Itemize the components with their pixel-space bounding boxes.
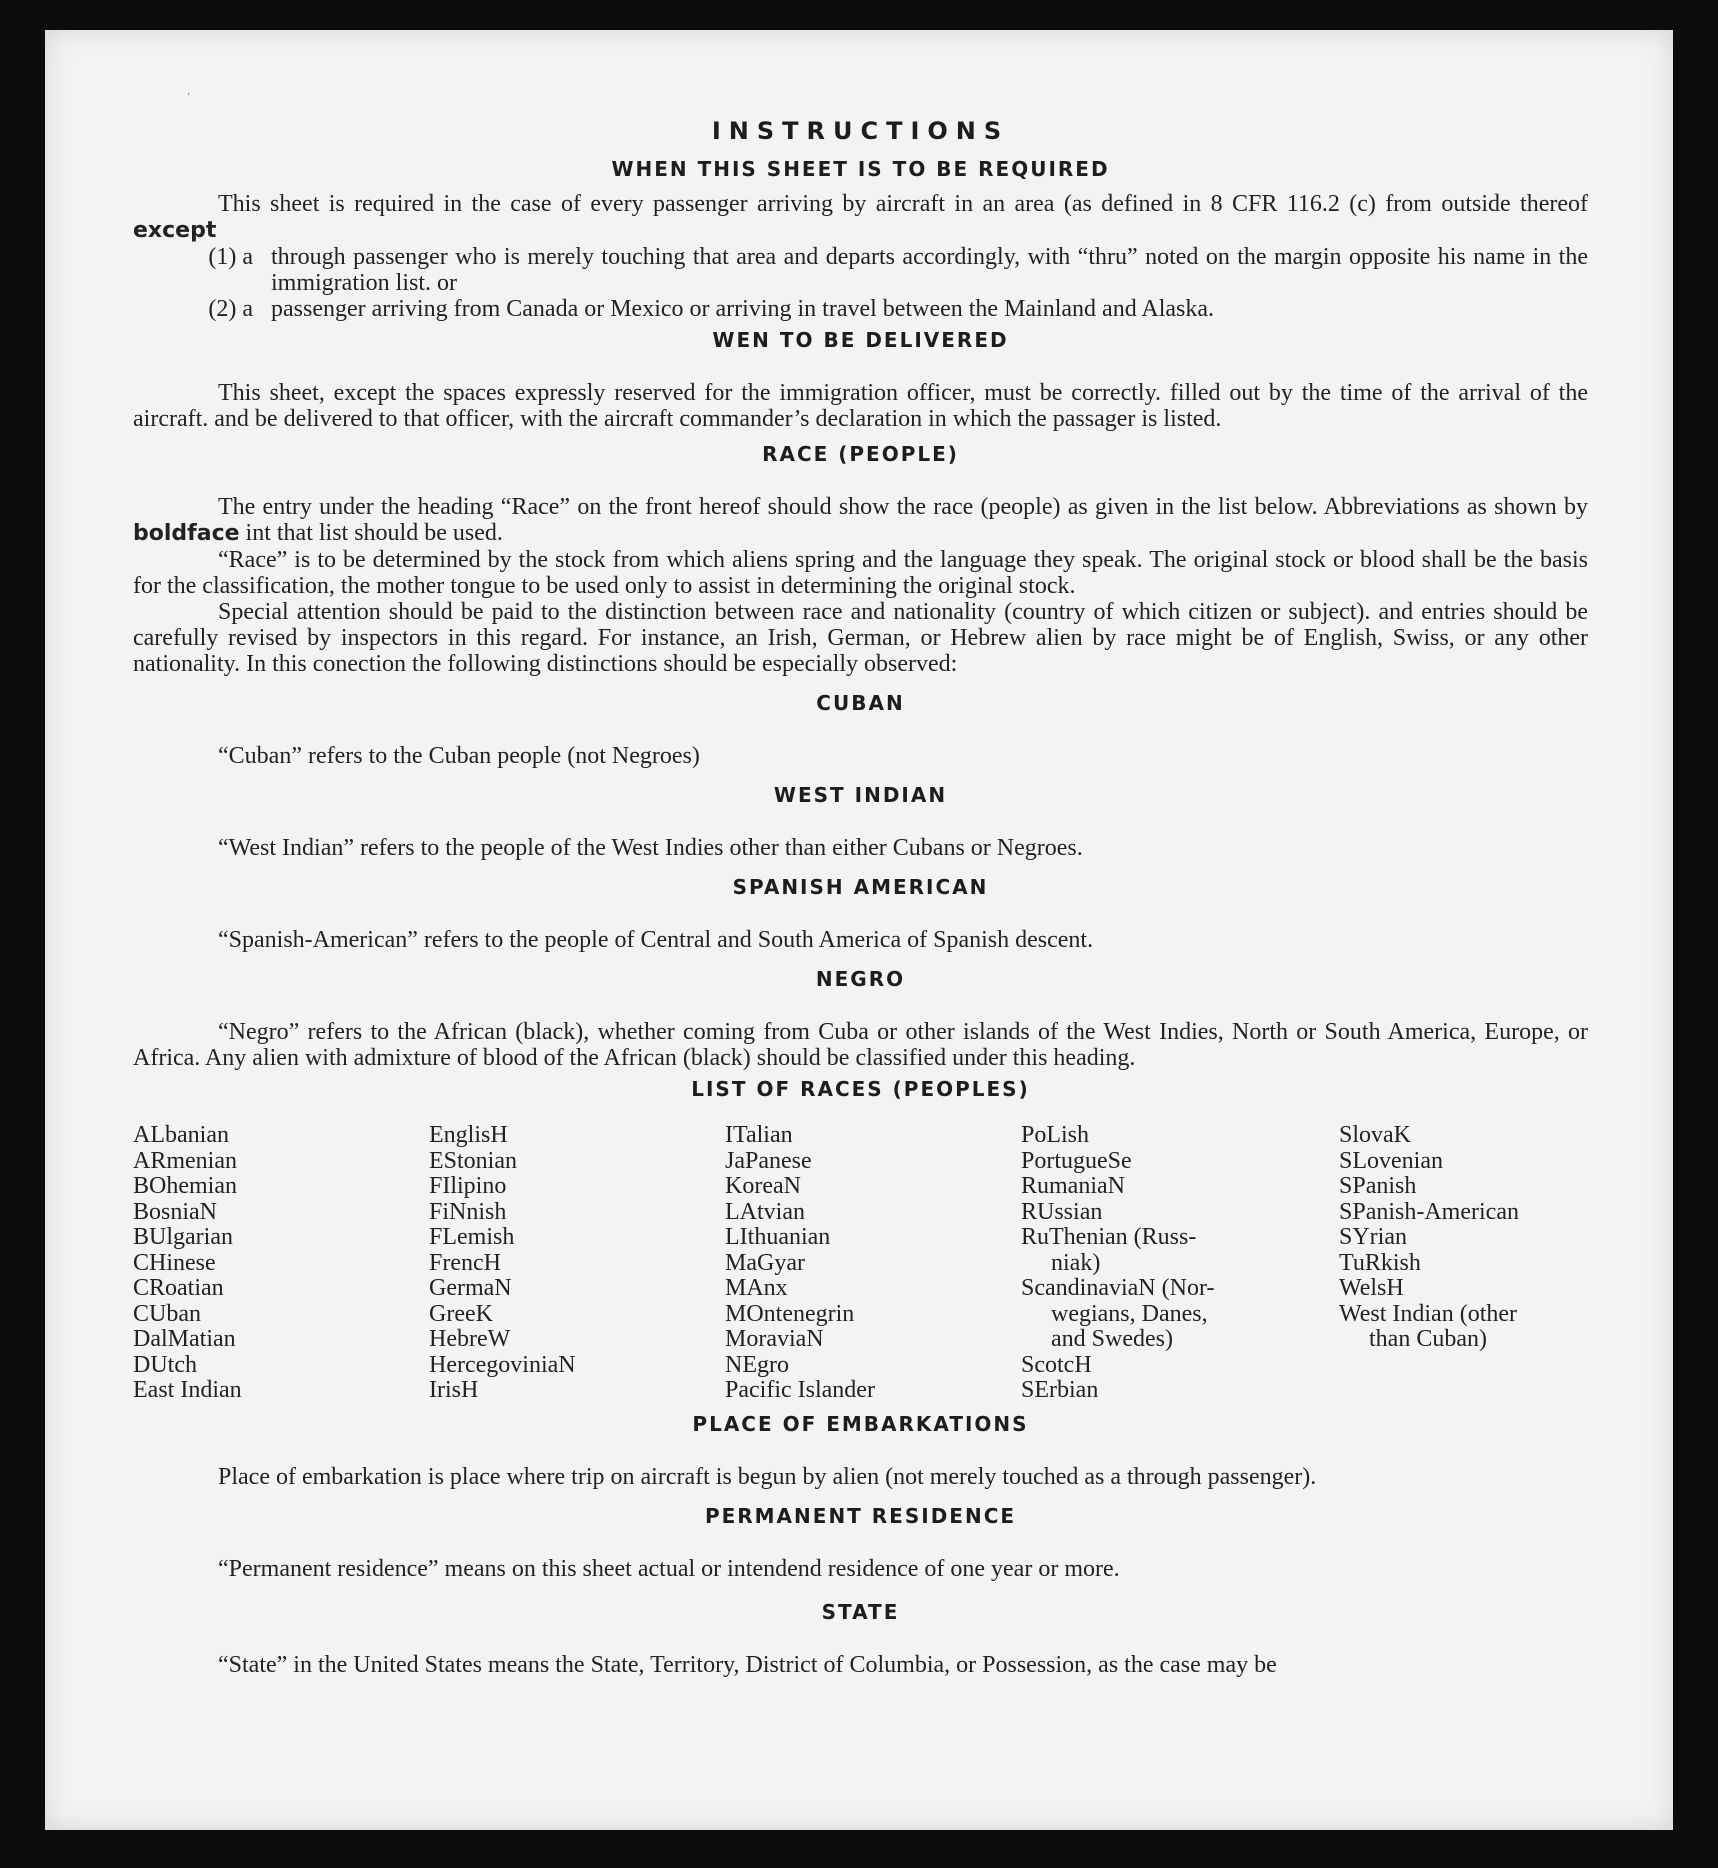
list-item: BosniaN — [133, 1198, 217, 1225]
list-item-continued: wegians, Danes, — [1051, 1300, 1208, 1327]
exception-number-2: (2) a — [208, 296, 253, 322]
document-content — [133, 85, 1588, 1678]
list-item: HebreW — [429, 1326, 511, 1352]
list-item: BUlgarian — [133, 1224, 233, 1250]
list-item: PortugueSe — [1021, 1147, 1132, 1174]
list-item: CHinese — [133, 1249, 216, 1276]
para-spanish-american: “Spanish-American” refers to the people of Central and South America of Spanish descent. — [218, 927, 1094, 953]
list-item: ARmenian — [133, 1147, 237, 1174]
heading-list-of-races: LIST OF RACES (PEOPLES) — [691, 1077, 1030, 1101]
list-item: CUban — [133, 1300, 201, 1327]
list-item: LIthuanian — [725, 1224, 831, 1250]
list-item: FLemish — [429, 1224, 515, 1250]
except-bold: except — [133, 218, 217, 243]
race-column-2 — [429, 1123, 725, 1404]
para-race-3: Special attention should be paid to the distinction between race and nationality (country of which citizen or subject). and entries should be carefully revised by inspectors in this regard. For instance, an Irish, German, or Hebrew alien by race might be of English, Swiss, or any other nationality. In this conection the following distinctions should be especially observed: — [133, 599, 1588, 677]
list-item-continued: niak) — [1051, 1249, 1101, 1276]
para-state: “State” in the United States means the State, Territory, District of Columbia, or Possession, as the case may be — [218, 1651, 1277, 1678]
scan-border-top — [0, 0, 1718, 30]
list-item: FIlipino — [429, 1173, 507, 1199]
list-item: EnglisH — [429, 1122, 508, 1148]
list-item: MOntenegrin — [725, 1300, 855, 1327]
exception-item-1 — [133, 244, 1588, 296]
para-when-delivered: This sheet, except the spaces expressly reserved for the immigration officer, must be correctly. filled out by the time of the arrival of the aircraft. and be delivered to that officer, with the aircraft commander’s declaration in which the passager is listed. — [133, 380, 1588, 432]
list-item: SPanish — [1339, 1173, 1417, 1199]
list-item: EStonian — [429, 1147, 517, 1174]
race-column-5 — [1339, 1123, 1588, 1404]
list-of-races — [133, 1123, 1588, 1404]
list-item: KoreaN — [725, 1173, 801, 1199]
list-item-continued: than Cuban) — [1369, 1326, 1487, 1352]
list-item: HercegoviniaN — [429, 1351, 576, 1378]
para-race-1: The entry under the heading “Race” on the front hereof should show the race (people) as given in the list below. Abbreviations as shown by boldface int that list should be used. — [133, 494, 1588, 546]
heading-permanent-residence: PERMANENT RESIDENCE — [704, 1503, 1017, 1528]
list-item: SLovenian — [1339, 1147, 1443, 1174]
para-west-indian: “West Indian” refers to the people of the West Indies other than either Cubans or Negroes. — [218, 835, 1083, 861]
list-item: FiNnish — [429, 1198, 507, 1225]
exception-number-1: (1) a — [208, 244, 253, 270]
list-item: RuThenian (Russ- — [1021, 1224, 1197, 1250]
list-item: MaGyar — [725, 1249, 805, 1276]
list-item: NEgro — [725, 1351, 789, 1378]
para-when-required-intro: This sheet is required in the case of every passenger arriving by aircraft in an area (as defined in 8 CFR 116.2 (c) from outside thereof except — [133, 191, 1588, 243]
list-item: FrencH — [429, 1249, 501, 1276]
list-item: CRoatian — [133, 1275, 224, 1301]
heading-place-of-embarkation: PLACE OF EMBARKATIONS — [692, 1411, 1029, 1436]
list-item: ITalian — [725, 1122, 793, 1148]
heading-when-delivered: WEN TO BE DELIVERED — [712, 328, 1009, 352]
scan-speck: ’ — [187, 92, 191, 103]
exception-text-1: through passenger who is merely touching that area and departs accordingly, with “thru” noted on the margin opposite his name in the immigration list. or — [271, 244, 1588, 296]
list-item: ALbanian — [133, 1122, 229, 1148]
list-item: IrisH — [429, 1377, 479, 1403]
list-item: SlovaK — [1339, 1122, 1411, 1148]
race-column-4 — [1021, 1123, 1339, 1404]
title-instructions: INSTRUCTIONS — [711, 117, 1010, 145]
list-item: MoraviaN — [725, 1326, 824, 1352]
para-place-of-embarkation: Place of embarkation is place where trip on aircraft is begun by alien (not merely touched as a through passenger). — [218, 1463, 1317, 1490]
heading-negro: NEGRO — [815, 967, 906, 991]
list-item: PoLish — [1021, 1122, 1090, 1148]
list-item: GreeK — [429, 1300, 493, 1327]
heading-west-indian: WEST INDIAN — [773, 783, 948, 807]
list-item: WelsH — [1339, 1275, 1404, 1301]
exception-item-2 — [133, 296, 1588, 322]
list-item: JaPanese — [725, 1147, 812, 1174]
list-item: West Indian (other — [1339, 1300, 1518, 1327]
list-item: MAnx — [725, 1275, 788, 1301]
race-column-1 — [133, 1123, 429, 1404]
list-item: LAtvian — [725, 1198, 805, 1225]
list-item: BOhemian — [133, 1173, 237, 1199]
list-item: SYrian — [1339, 1224, 1407, 1250]
heading-spanish-american: SPANISH AMERICAN — [732, 875, 989, 899]
boldface-word: boldface — [133, 521, 240, 546]
list-item: RumaniaN — [1021, 1173, 1125, 1199]
heading-when-required: WHEN THIS SHEET IS TO BE REQUIRED — [611, 157, 1110, 181]
para-cuban: “Cuban” refers to the Cuban people (not Negroes) — [218, 743, 700, 769]
heading-race-people: RACE (PEOPLE) — [762, 442, 959, 466]
para-race-2: “Race” is to be determined by the stock from which aliens spring and the language they speak. The original stock or blood shall be the basis for the classification, the mother tongue to be used only to assist in determining the original stock. — [133, 547, 1588, 599]
list-item: TuRkish — [1339, 1249, 1421, 1276]
list-item: East Indian — [133, 1377, 242, 1403]
list-item-continued: and Swedes) — [1051, 1326, 1173, 1352]
race-column-3 — [725, 1123, 1021, 1404]
document-page — [45, 30, 1673, 1830]
list-item: DUtch — [133, 1351, 197, 1378]
list-item: DalMatian — [133, 1326, 236, 1352]
list-item: SPanish-American — [1339, 1198, 1519, 1225]
para-permanent-residence: “Permanent residence” means on this sheet actual or intendend residence of one year or more. — [218, 1555, 1120, 1582]
list-item: SErbian — [1021, 1377, 1099, 1403]
heading-cuban: CUBAN — [816, 691, 905, 715]
list-item: Pacific Islander — [725, 1377, 875, 1403]
para-negro: “Negro” refers to the African (black), whether coming from Cuba or other islands of the West Indies, North or South America, Europe, or Africa. Any alien with admixture of blood of the African (black) should be classified under this heading. — [133, 1019, 1588, 1071]
list-item: ScandinaviaN (Nor- — [1021, 1275, 1215, 1301]
list-item: ScotcH — [1021, 1351, 1092, 1378]
list-item: GermaN — [429, 1275, 512, 1301]
exception-text-2: passenger arriving from Canada or Mexico or arriving in travel between the Mainland and Alaska. — [271, 296, 1215, 322]
heading-state: STATE — [821, 1599, 900, 1624]
list-item: RUssian — [1021, 1198, 1103, 1225]
